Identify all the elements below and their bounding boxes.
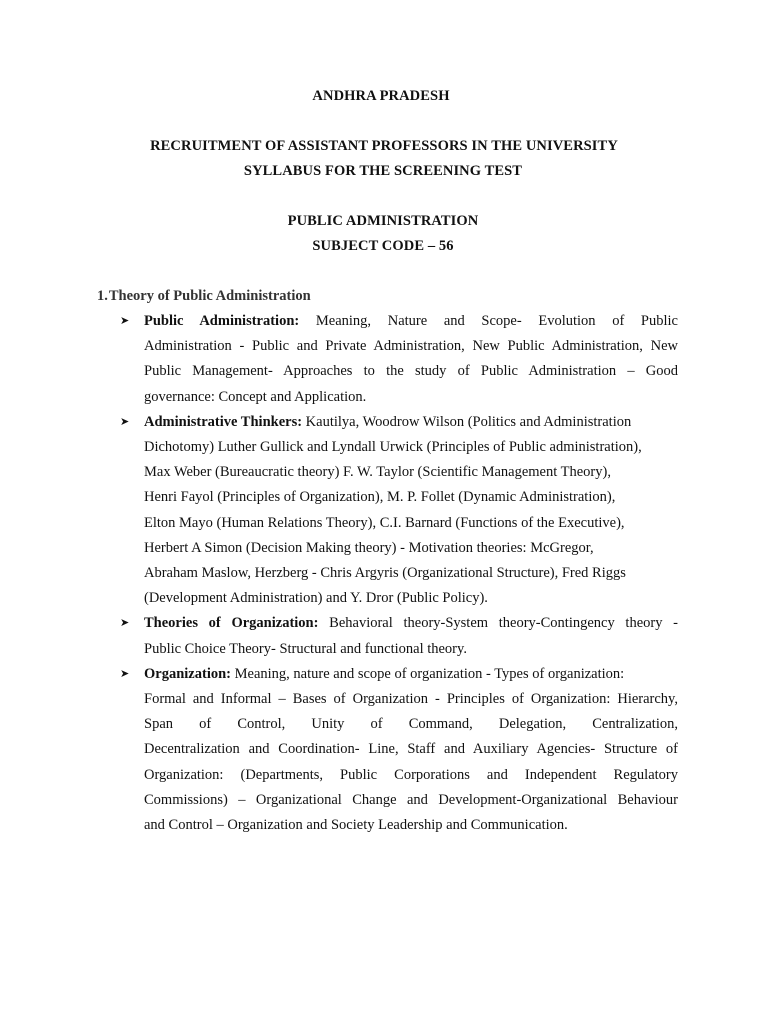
item-text: Meaning, Nature and Scope- Evolution of Public [299, 313, 678, 329]
topic-list [118, 309, 678, 838]
item-text: governance: Concept and Application. [144, 388, 367, 405]
list-item [118, 611, 678, 661]
section-title-text: Theory of Public Administration [108, 288, 311, 304]
arrow-bullet-icon: ➤ [120, 315, 130, 327]
item-text: Formal and Informal – Bases of Organization - Principles of Organization: Hierarchy, [144, 691, 678, 708]
item-lead: Administrative Thinkers: [144, 413, 303, 430]
section-title [97, 288, 311, 305]
list-item [118, 309, 678, 410]
state-heading: ANDHRA PRADESH [312, 88, 450, 104]
item-text: Span of Control, Unity of Command, Delegation, Centralization, [144, 716, 678, 733]
item-text: Public Choice Theory- Structural and functional theory. [144, 640, 467, 657]
item-text: Henri Fayol (Principles of Organization), M. P. Follet (Dynamic Administration), [144, 489, 616, 506]
item-text: Max Weber (Bureaucratic theory) F. W. Taylor (Scientific Management Theory), [144, 464, 611, 481]
item-lead: Public Administration: [144, 313, 300, 329]
item-text: Dichotomy) Luther Gullick and Lyndall Urwick (Principles of Public administration), [144, 439, 642, 456]
item-text: Organization: (Departments, Public Corporations and Independent Regulatory [144, 766, 678, 783]
arrow-bullet-icon: ➤ [120, 667, 130, 680]
list-item [118, 662, 678, 838]
item-text: and Control – Organization and Society Leadership and Communication. [144, 817, 568, 834]
syllabus-heading: SYLLABUS FOR THE SCREENING TEST [243, 163, 523, 179]
item-text: Kautilya, Woodrow Wilson (Politics and Administration [302, 413, 632, 430]
item-text: Decentralization and Coordination- Line, Staff and Auxiliary Agencies- Structure of [144, 741, 678, 758]
item-text: (Development Administration) and Y. Dror (Public Policy). [144, 590, 488, 607]
arrow-bullet-icon: ➤ [120, 415, 130, 428]
item-text: Behavioral theory-System theory-Contingency theory - [318, 615, 678, 632]
subject-code-heading: SUBJECT CODE – 56 [312, 238, 454, 254]
section-number: 1. [97, 288, 108, 304]
item-text: Herbert A Simon (Decision Making theory) - Motivation theories: McGregor, [144, 539, 594, 556]
arrow-bullet-icon: ➤ [120, 617, 130, 630]
item-lead: Theories of Organization: [144, 615, 319, 632]
item-text: Meaning, nature and scope of organization - Types of organization: [231, 665, 625, 682]
item-text: Administration - Public and Private Administration, New Public Administration, New [144, 338, 678, 355]
list-item [118, 410, 678, 612]
item-text: Public Management- Approaches to the study of Public Administration – Good [144, 363, 678, 380]
item-text: Elton Mayo (Human Relations Theory), C.I. Barnard (Functions of the Executive), [144, 514, 625, 531]
subject-heading: PUBLIC ADMINISTRATION [287, 213, 479, 229]
item-text: Commissions) – Organizational Change and Development-Organizational Behaviour [144, 791, 678, 808]
recruitment-heading: RECRUITMENT OF ASSISTANT PROFESSORS IN THE UNIVERSITY [150, 138, 618, 154]
item-lead: Organization: [144, 665, 231, 682]
item-text: Abraham Maslow, Herzberg - Chris Argyris (Organizational Structure), Fred Riggs [144, 565, 626, 582]
